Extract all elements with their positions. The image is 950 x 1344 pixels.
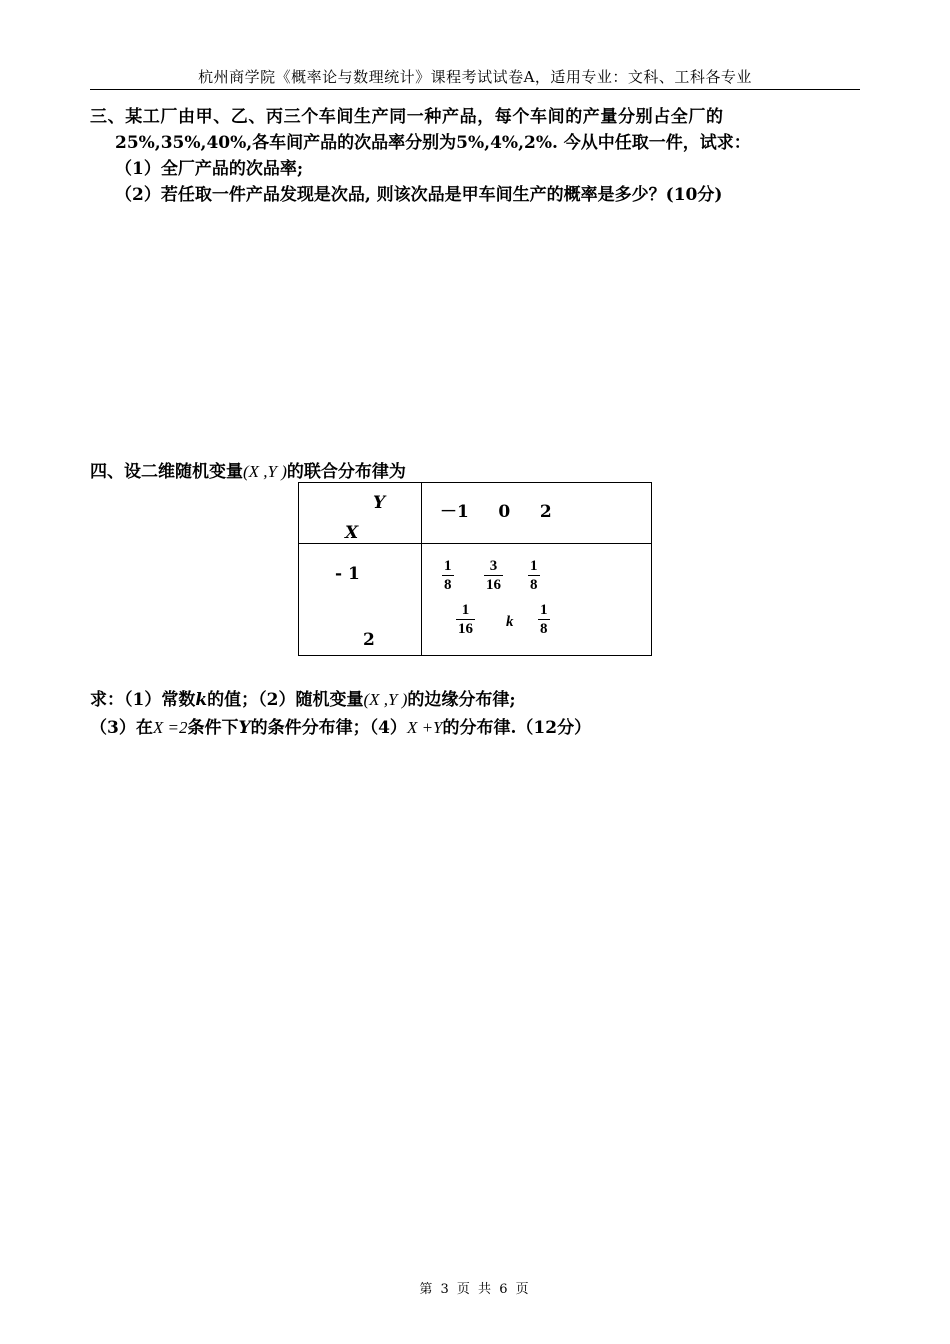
q4-intro-prefix: 四、设二维随机变量: [90, 462, 243, 482]
ask2-y: Y: [238, 718, 251, 738]
table-x-values-cell: [299, 544, 422, 656]
q4-ask-line2: [90, 713, 591, 738]
page-header: 杭州商学院《概率论与数理统计》课程考试试卷A，适用专业：文科、工科各专业: [198, 68, 752, 86]
ask1-vars: (X ,Y ): [363, 690, 408, 709]
y-values-header: －1 0 2: [440, 502, 552, 522]
p-row1-col2: 3 16: [486, 558, 501, 593]
page-footer: 第 3 页 共 6 页: [419, 1282, 531, 1297]
q4-intro-suffix: 的联合分布律为: [286, 462, 406, 482]
q3-line2: 25%,35%,40%,各车间产品的次品率分别为5%,4%,2%. 今从中任取一件，试求：: [115, 133, 751, 153]
p-row2-col1: 1 16: [458, 602, 473, 637]
table-probabilities-cell: [422, 544, 652, 656]
ask1-part-a: 求：（1）常数: [90, 690, 196, 710]
q4-intro: [90, 457, 406, 482]
q3-line1: 三、某工厂由甲、乙、丙三个车间生产同一种产品，每个车间的产量分别占全厂的: [90, 107, 724, 127]
p-row1-col3: 1 8: [530, 558, 538, 593]
table-y-values-cell: [422, 483, 652, 544]
p-row2-col2-k: k: [506, 614, 514, 630]
x-value-2: 2: [363, 630, 375, 650]
corner-x-label: X: [345, 523, 359, 543]
q4-intro-vars: (X ,Y ): [243, 462, 287, 481]
ask2-part-c: 的条件分布律；（4）: [250, 718, 407, 738]
table-corner-cell: [299, 483, 422, 544]
ask2-sum: X +Y: [406, 718, 443, 737]
corner-y-label: Y: [373, 493, 386, 513]
ask2-condition: X =2: [152, 718, 188, 737]
joint-distribution-table: [298, 482, 652, 656]
ask2-part-b: 条件下: [187, 718, 239, 738]
ask2-part-a: （3）在: [90, 718, 153, 738]
q4-ask-line1: [90, 685, 516, 710]
x-value-minus-1: - 1: [335, 564, 360, 584]
ask1-part-b: 的值；（2）随机变量: [207, 690, 364, 710]
ask1-part-c: 的边缘分布律;: [407, 690, 516, 710]
p-row2-col3: 1 8: [540, 602, 548, 637]
ask1-k: k: [195, 690, 208, 710]
p-row1-col1: 1 8: [444, 558, 452, 593]
q3-part1: （1）全厂产品的次品率;: [115, 159, 304, 179]
q3-part2: （2）若任取一件产品发现是次品, 则该次品是甲车间生产的概率是多少？(10分): [115, 185, 723, 205]
header-divider: [90, 89, 860, 90]
ask2-part-d: 的分布律.（12分）: [442, 718, 592, 738]
